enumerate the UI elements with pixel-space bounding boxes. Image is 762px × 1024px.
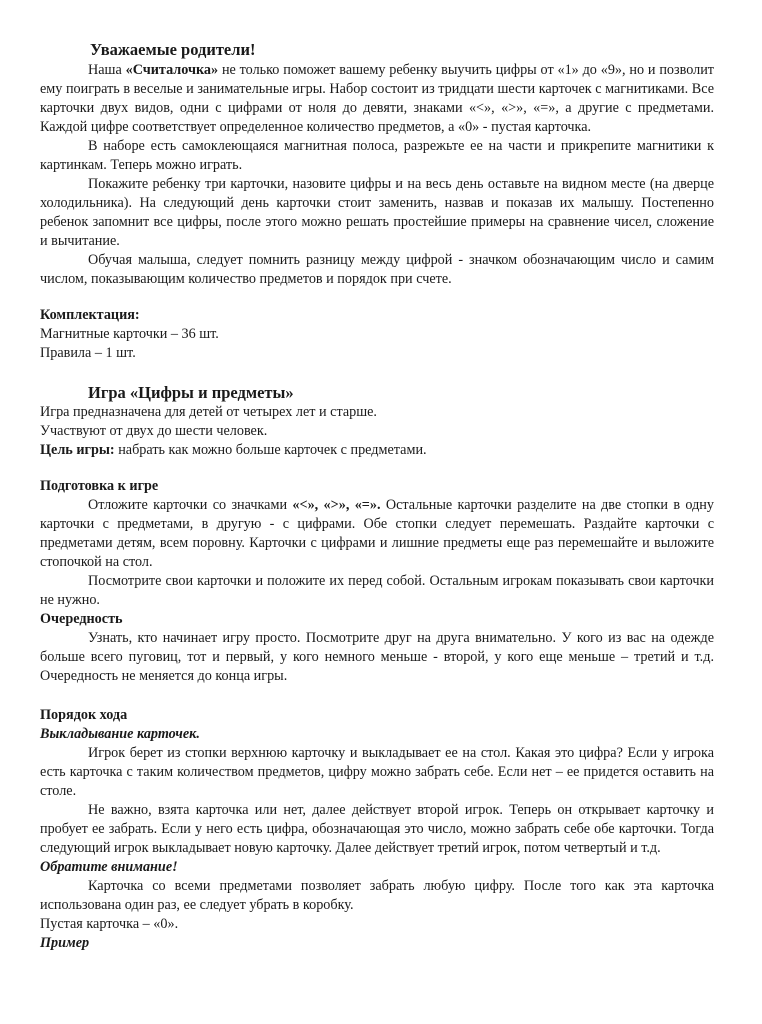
intro-paragraph-4: Обучая малыша, следует помнить разницу между цифрой - значком обозначающим число и самим числом, показывающим количество предметов и порядок при счете. bbox=[40, 252, 714, 287]
game-goal-line bbox=[40, 441, 714, 460]
example-heading: Пример bbox=[40, 935, 90, 951]
prep-paragraph-1 bbox=[40, 496, 714, 572]
product-name: «Считалочка» bbox=[125, 62, 219, 78]
turn-paragraph-2: Не важно, взята карточка или нет, далее действует второй игрок. Теперь он открывает карточку и пробует ее забрать. Если у него есть цифра, обозначающая это число, можно забрать себе обе карточки. Тогда следующий игрок выкладывает новую карточку. Далее действует третий игрок, потом четвертый и т.д. bbox=[40, 802, 714, 856]
game-players-line: Участвуют от двух до шести человек. bbox=[40, 423, 268, 439]
page-title: Уважаемые родители! bbox=[90, 40, 256, 59]
order-paragraph: Узнать, кто начинает игру просто. Посмотрите друг на друга внимательно. У кого из вас на одежде больше всего пуговиц, тот и первый, у кого немного меньше - второй, у кого еще меньше – третий и т.д. Очередность не меняется до конца игры. bbox=[40, 630, 714, 684]
turn-heading: Порядок хода bbox=[40, 707, 128, 723]
order-heading: Очередность bbox=[40, 611, 123, 627]
prep-heading: Подготовка к игре bbox=[40, 478, 159, 494]
turn-subheading: Выкладывание карточек. bbox=[40, 726, 200, 742]
kit-item-cards: Магнитные карточки – 36 шт. bbox=[40, 326, 219, 342]
game-heading: Игра «Цифры и предметы» bbox=[88, 383, 294, 402]
intro-text: Наша bbox=[88, 62, 126, 78]
turn-paragraph-3: Карточка со всеми предметами позволяет забрать любую цифру. После того как эта карточка использована один раз, ее следует убрать в коробку. bbox=[40, 878, 714, 913]
prep-text-rest: Остальные карточки разделите на две стопки в одну карточки с предметами, в другую - с цифрами. Обе стопки следует перемешать. Раздайте карточки с предметами детям, всем поровну. Карточки с цифрами и лишние предметы еще раз перемешайте и выложите стопочкой на стол. bbox=[40, 497, 714, 570]
prep-paragraph-2: Посмотрите свои карточки и положите их перед собой. Остальным игрокам показывать свои карточки не нужно. bbox=[40, 573, 714, 608]
intro-paragraph-1 bbox=[40, 61, 714, 137]
goal-label: Цель игры: bbox=[40, 442, 115, 458]
kit-heading: Комплектация: bbox=[40, 307, 140, 323]
intro-paragraph-2: В наборе есть самоклеющаяся магнитная полоса, разрежьте ее на части и прикрепите магнитики к картинкам. Теперь можно играть. bbox=[40, 138, 714, 173]
empty-card-line: Пустая карточка – «0». bbox=[40, 916, 179, 932]
prep-signs: «<», «>», «=». bbox=[292, 497, 381, 513]
intro-paragraph-3: Покажите ребенку три карточки, назовите цифры и на весь день оставьте на видном месте (на дверце холодильника). На следующий день карточки стоит заменить, назвав и показав их малышу. Постепенно ребенок запомнит все цифры, после этого можно решать простейшие примеры на сравнение чисел, сложение и вычитание. bbox=[40, 176, 714, 249]
turn-paragraph-1: Игрок берет из стопки верхнюю карточку и выкладывает ее на стол. Какая это цифра? Если у игрока есть карточка с таким количеством предметов, цифру можно забрать себе. Если нет – ее придется оставить на столе. bbox=[40, 745, 714, 799]
attention-heading: Обратите внимание! bbox=[40, 859, 178, 875]
kit-item-rules: Правила – 1 шт. bbox=[40, 345, 136, 361]
goal-text: набрать как можно больше карточек с предметами. bbox=[114, 442, 427, 458]
game-age-line: Игра предназначена для детей от четырех лет и старше. bbox=[40, 404, 377, 420]
intro-text-rest: не только поможет вашему ребенку выучить цифры от «1» до «9», но и позволит ему поиграть в веселые и занимательные игры. Набор состоит из тридцати шести карточек с магнитиками. Все карточки двух видов, одни с цифрами от ноля до девяти, знаками «<», «>», «=», а другие с предметами. Каждой цифре соответствует определенное количество предметов, а «0» - пустая карточка. bbox=[40, 62, 714, 135]
prep-text: Отложите карточки со значками bbox=[88, 497, 293, 513]
document-page bbox=[40, 34, 714, 953]
